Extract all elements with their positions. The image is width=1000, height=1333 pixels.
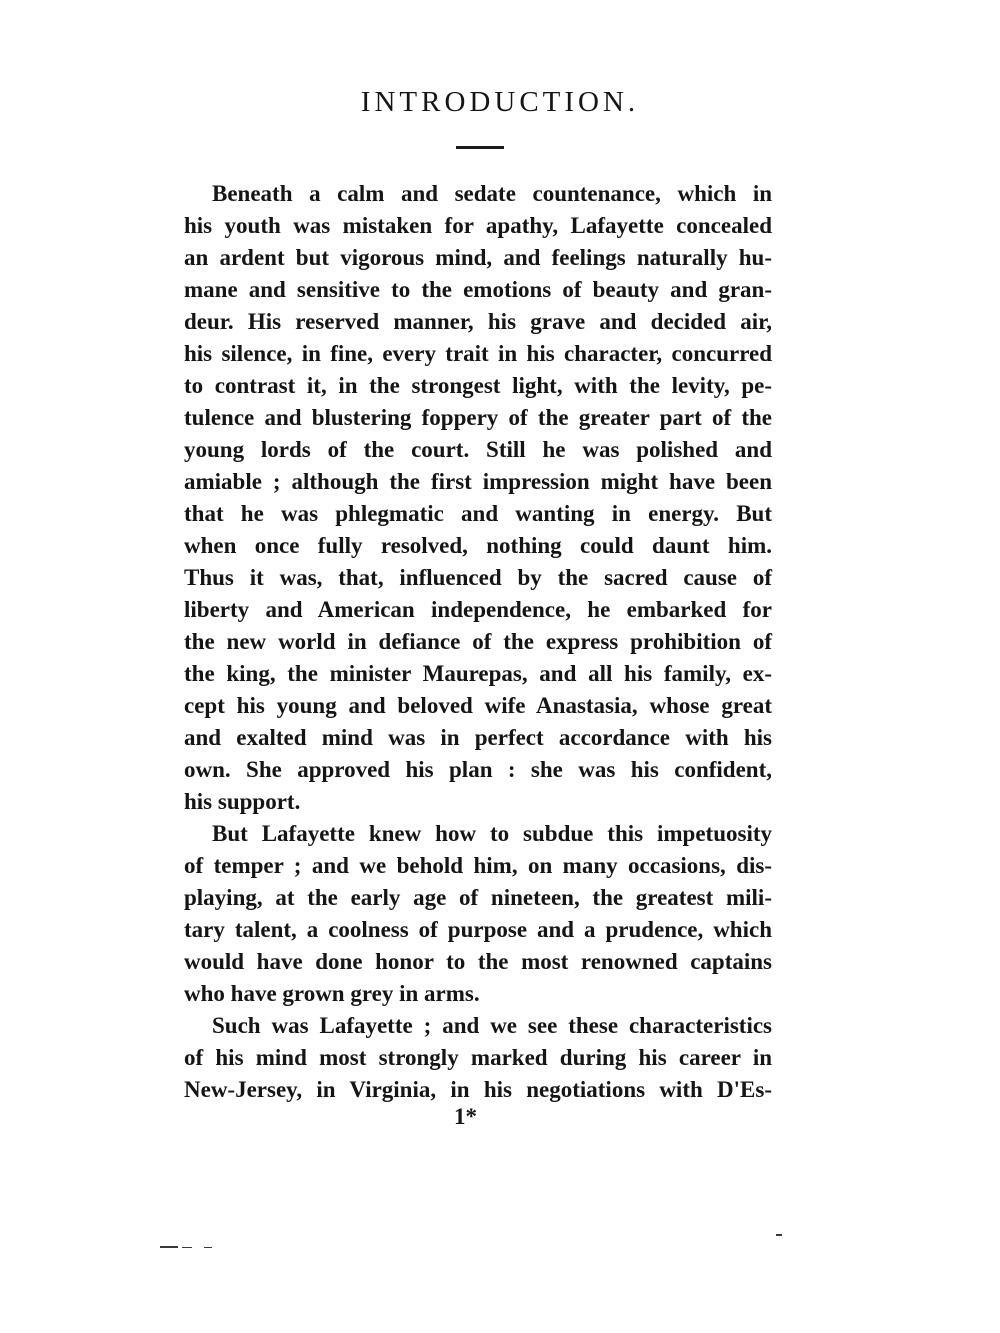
text-line: an ardent but vigorous mind, and feelings naturally hu- [184,245,772,270]
text-line: cept his young and beloved wife Anastasia, whose great [184,693,772,718]
text-line: his support. [184,789,301,814]
text-line: tary talent, a coolness of purpose and a prudence, which [184,917,772,942]
text-line: and exalted mind was in perfect accordance with his [184,725,772,750]
text-line: young lords of the court. Still he was polished and [184,437,772,462]
text-line: of temper ; and we behold him, on many occasions, dis- [184,853,772,878]
text-line: amiable ; although the first impression might have been [184,469,772,494]
scan-speck [160,1246,178,1248]
text-line: New-Jersey, in Virginia, in his negotiations with D'Es- [184,1077,772,1102]
signature-mark: 1* [454,1104,477,1129]
text-line: that he was phlegmatic and wanting in energy. But [184,501,772,526]
text-line: the new world in defiance of the express prohibition of [184,629,772,654]
text-line: deur. His reserved manner, his grave and decided air, [184,309,772,334]
text-line: when once fully resolved, nothing could daunt him. [184,533,772,558]
text-line: the king, the minister Maurepas, and all his family, ex- [184,661,772,686]
title-rule [456,146,504,149]
text-line: Such was Lafayette ; and we see these characteristics [212,1013,772,1038]
text-line: of his mind most strongly marked during his career in [184,1045,772,1070]
text-line: mane and sensitive to the emotions of beauty and gran- [184,277,772,302]
text-line: But Lafayette knew how to subdue this impetuosity [212,821,772,846]
text-line: Thus it was, that, influenced by the sacred cause of [184,565,772,590]
scan-speck [182,1247,192,1248]
scan-speck [204,1247,212,1248]
page-title: INTRODUCTION. [360,86,640,118]
text-line: his youth was mistaken for apathy, Lafayette concealed [184,213,772,238]
text-line: liberty and American independence, he embarked for [184,597,772,622]
text-line: tulence and blustering foppery of the greater part of the [184,405,772,430]
text-line: own. She approved his plan : she was his confident, [184,757,772,782]
text-line: playing, at the early age of nineteen, the greatest mili- [184,885,772,910]
text-line: to contrast it, in the strongest light, with the levity, pe- [184,373,772,398]
text-line: Beneath a calm and sedate countenance, which in [212,181,772,206]
text-line: his silence, in fine, every trait in his character, concurred [184,341,772,366]
scan-speck [776,1234,782,1236]
text-line: who have grown grey in arms. [184,981,480,1006]
text-line: would have done honor to the most renowned captains [184,949,772,974]
